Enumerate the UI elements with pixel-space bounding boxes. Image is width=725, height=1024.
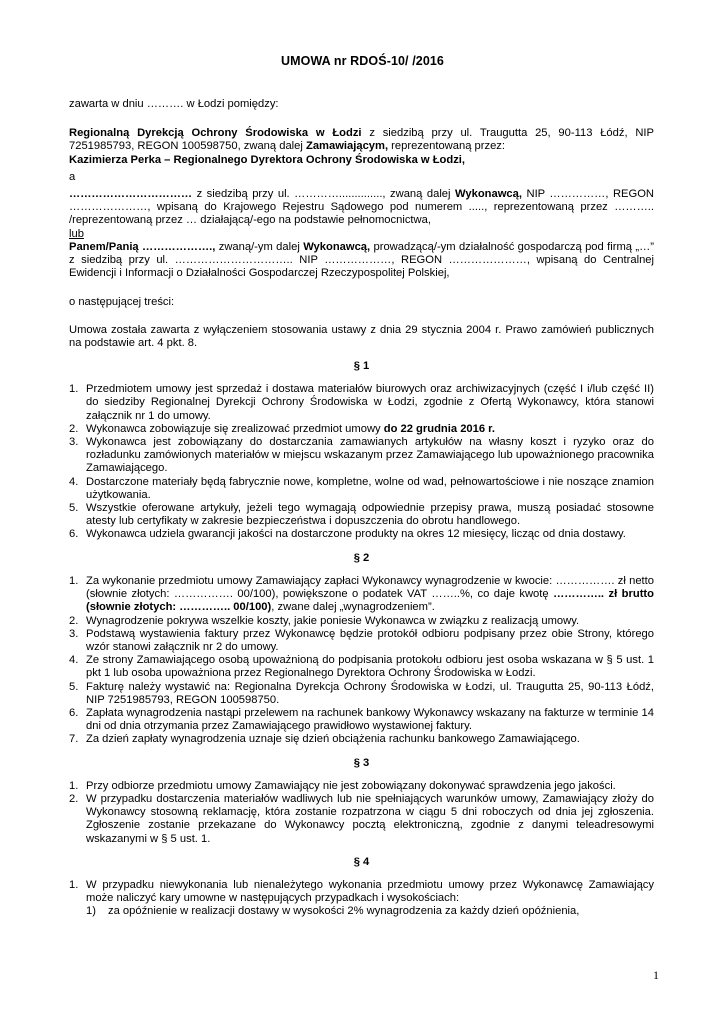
party3-name: Panem/Panią ………………., — [69, 240, 216, 253]
gross-amount: ………….. zł brutto (słownie złotych: ………….. 00/100) — [86, 588, 654, 614]
item-text: Wszystkie oferowane artykuły, jeżeli tego wymagają odpowiednie przepisy prawa, muszą posiadać stosowne atesty lub certyfikaty w zakresie bezpieczeństwa i dopuszczenia do obrotu handlowego. — [86, 502, 654, 528]
party3-paragraph — [69, 241, 654, 281]
section-1-heading: § 1 — [353, 360, 370, 373]
item-text: W przypadku dostarczenia materiałów wadliwych lub nie spełniających warunków umowy, Zamawiający złoży do Wykonawcy stosowną reklamację, która zostanie rozpatrzona w ciągu 5 dni roboczych od dnia jej zgłoszenia. Zgłoszenie zostanie przekazane do Wykonawcy pocztą elektroniczną, zgodnie z danymi teleadresowymi wskazanymi w § 5 ust. 1. — [86, 792, 654, 845]
page-number: 1 — [653, 968, 659, 982]
party2-text-b: NIP ……………, REGON …………………, wpisaną do Krajowego Rejestru Sądowego pod numerem ....., reprezentowaną przez ……….. /reprezentowaną przez … działającą/-ego na podstawie pełnomocnictwa, — [69, 188, 655, 227]
party1-paragraph — [69, 127, 654, 167]
list-item — [69, 528, 654, 541]
item-number: 4. — [69, 654, 79, 667]
party1-name: Regionalną Dyrekcją Ochrony Środowiska w Łodzi — [69, 127, 362, 140]
item-number: 4. — [69, 475, 79, 488]
sub-item-text: za opóźnienie w realizacji dostawy w wysokości 2% wynagrodzenia za każdy dzień opóźnienia, — [108, 905, 580, 918]
page-title: UMOWA nr RDOŚ-10/ /2016 — [281, 54, 444, 68]
item-number: 7. — [69, 733, 79, 746]
item-text: Przedmiotem umowy jest sprzedaż i dostawa materiałów biurowych oraz archiwizacyjnych (część I i/lub część II) do siedziby Regionalnej Dyrekcji Ochrony Środowiska w Łodzi, zgodnie z Ofertą Wykonawcy, która stanowi załącznik nr 1 do umowy. — [86, 383, 654, 422]
item-text: Dostarczone materiały będą fabrycznie nowe, kompletne, wolne od wad, pełnowartościowe i nie noszące znamion użytkowania. — [86, 475, 654, 501]
item-text: Ze strony Zamawiającego osobą upoważnioną do podpisania protokołu odbioru jest osoba wskazana w § 5 ust. 1 pkt 1 lub osoba upoważniona przez Regionalnego Dyrektora Ochrony Środowiska w Łodzi. — [86, 654, 654, 680]
item-text: Wynagrodzenie pokrywa wszelkie koszty, jakie poniesie Wykonawca w związku z realizacją umowy. — [86, 614, 580, 627]
item-number: 5. — [69, 680, 79, 693]
party2-text-a: z siedzibą przy ul. ………….............., zwaną dalej — [192, 188, 456, 201]
deadline: do 22 grudnia 2016 r. — [383, 422, 496, 435]
item-text: Przy odbiorze przedmiotu umowy Zamawiający nie jest zobowiązany dokonywać sprawdzenia jego jakości. — [86, 779, 616, 792]
item-text: Wykonawca zobowiązuje się zrealizować przedmiot umowy — [86, 422, 384, 435]
list-item — [69, 383, 654, 423]
item-number: 3. — [69, 436, 79, 449]
following-line: o następującej treści: — [69, 296, 175, 309]
party1-text-b: reprezentowaną przez: — [388, 140, 505, 153]
item-number: 2. — [69, 422, 79, 435]
and-word: a — [69, 170, 76, 183]
item-number: 2. — [69, 614, 79, 627]
list-item — [69, 793, 654, 846]
section-4-heading: § 4 — [353, 855, 370, 868]
party3-text-a: zwaną/-ym dalej — [215, 240, 304, 253]
intro-line: zawarta w dniu ………. w Łodzi pomiędzy: — [69, 98, 279, 110]
item-text: , zwane dalej „wynagrodzeniem”. — [271, 601, 435, 614]
party3-text-b: prowadzącą/-ym działalność gospodarczą pod firmą „…” z siedzibą przy ul. ………………………….. NIP ………………, REGON …………………, wpisaną do Centralnej Ewidencji i Informacji o Działalności Gospodarczej Rzeczypospolitej Polskiej, — [69, 240, 654, 280]
item-text: Zapłata wynagrodzenia nastąpi przelewem na rachunek bankowy Wykonawcy wskazany na fakturze w terminie 14 dni od dnia otrzymania przez Zamawiającego prawidłowo wystawionej faktury. — [86, 706, 654, 733]
item-number: 1. — [69, 878, 79, 891]
party1-representative: Kazimierza Perka – Regionalnego Dyrektora Ochrony Środowiska w Łodzi, — [69, 153, 466, 166]
list-item — [69, 615, 654, 628]
section-2-list — [69, 575, 654, 747]
item-number: 1. — [69, 574, 79, 587]
basis-paragraph: Umowa została zawarta z wyłączeniem stosowania ustawy z dnia 29 stycznia 2004 r. Prawo zamówień publicznych na podstawie art. 4 pkt. 8. — [69, 323, 654, 349]
list-item — [69, 423, 654, 436]
section-1-list — [69, 383, 654, 541]
party2-paragraph — [69, 188, 654, 228]
list-item — [69, 780, 654, 793]
item-number: 1. — [69, 779, 79, 792]
item-text: Wykonawca jest zobowiązany do dostarczania zamawianych artykułów na własny koszt i ryzyko oraz do rozładunku zamówionych materiałów w miejscu wskazanym przez Zamawiającego lub upoważnionego pracownika Zamawiającego. — [86, 436, 654, 475]
sub-item — [86, 905, 654, 918]
item-number: 6. — [69, 528, 79, 541]
sub-item-number: 1) — [86, 905, 96, 918]
item-text: Za wykonanie przedmiotu umowy Zamawiający zapłaci Wykonawcy wynagrodzenie w kwocie: ……………. zł netto (słownie złotych: ……………. 00/100), powiększone o podatek VAT ……..%, co daje kwotę — [86, 574, 654, 601]
item-number: 3. — [69, 627, 79, 640]
document-body — [69, 98, 654, 919]
section-3-heading: § 3 — [353, 756, 370, 769]
item-text: Za dzień zapłaty wynagrodzenia uznaje się dzień obciążenia rachunku bankowego Zamawiającego. — [86, 733, 580, 746]
party1-role: Zamawiającym, — [305, 140, 389, 153]
list-item — [69, 476, 654, 502]
item-number: 2. — [69, 792, 79, 805]
list-item — [69, 628, 654, 654]
list-item — [69, 502, 654, 528]
section-3-list — [69, 780, 654, 846]
party2-dots: …………………………… — [69, 188, 193, 201]
item-text: Podstawą wystawienia faktury przez Wykonawcę będzie protokół odbioru podpisany przez obie Strony, którego wzór stanowi załącznik nr 2 do umowy. — [86, 627, 654, 653]
list-item — [69, 879, 654, 919]
party1-text-a: z siedzibą przy ul. Traugutta 25, 90-113 Łódź, NIP 7251985793, REGON 100598750, zwaną dalej — [69, 127, 654, 153]
list-item — [69, 707, 654, 733]
item-number: 5. — [69, 502, 79, 515]
list-item — [69, 654, 654, 680]
section-2-heading: § 2 — [353, 551, 370, 564]
item-text: W przypadku niewykonania lub nienależytego wykonania przedmiotu umowy przez Wykonawcę Zamawiający może naliczyć kary umowne w następujących przypadkach i wysokościach: — [86, 878, 654, 905]
list-item — [69, 681, 654, 707]
or-word: lub — [69, 227, 84, 240]
item-text: Wykonawca udziela gwarancji jakości na dostarczone produkty na okres 12 miesięcy, licząc od dnia dostawy. — [86, 528, 626, 541]
list-item — [69, 733, 654, 746]
list-item — [69, 436, 654, 476]
list-item — [69, 575, 654, 615]
party2-role: Wykonawcą, — [455, 188, 522, 201]
item-number: 1. — [69, 383, 79, 396]
section-4-list — [69, 879, 654, 919]
item-text: Fakturę należy wystawić na: Regionalna Dyrekcja Ochrony Środowiska w Łodzi, ul. Traugutta 25, 90-113 Łódź, NIP 7251985793, REGON 100598750. — [86, 680, 654, 706]
item-number: 6. — [69, 706, 79, 719]
party3-role: Wykonawcą, — [303, 240, 371, 253]
